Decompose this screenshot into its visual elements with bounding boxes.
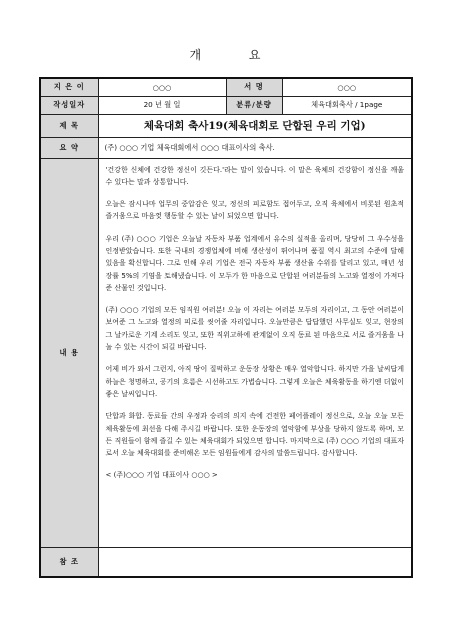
summary-value: (주) ○○○ 기업 체육대회에서 ○○○ 대표이사의 축사. bbox=[98, 137, 412, 158]
content-paragraph: 어제 비가 와서 그런지, 아직 땅이 질퍽하고 운동장 상황은 매우 열악합니다. 하지만 가을 날씨답게 하늘은 청명하고, 공기의 흐름은 시선하고도 가볍습니다. 그렇게 오늘은 체육활동을 하기엔 더없이 좋은 날씨입니다. bbox=[105, 365, 404, 398]
content-label: 내 용 bbox=[40, 158, 98, 547]
author-value: ○○○ bbox=[98, 78, 226, 96]
date-row bbox=[40, 96, 412, 114]
content-paragraph: 우리 (주) ○○○ 기업은 오늘날 자동차 부품 업계에서 유수의 실적을 올리며, 당당히 그 우수성을 인정받았습니다. 또한 국내의 경쟁업체에 비해 생산성이 뛰어나며 품질 역시 최고의 수준에 달해 있음을 확신합니다. 그로 인해 우리 기업은 전국 자동차 부품 생산율 수위를 달리고 있고, 매년 성장률 5%의 기염을 토해냈습니다. 이 모두가 한 마음으로 단합된 여러분들의 노고와 열정이 가져다 준 산물인 것입니다. bbox=[105, 234, 404, 292]
summary-label: 요 약 bbox=[40, 137, 98, 158]
reference-value bbox=[98, 547, 412, 577]
document-title: 개 요 bbox=[189, 48, 283, 62]
content-signature: < (주)○○○ 기업 대표이사 ○○○ > bbox=[105, 471, 218, 480]
summary-form-table bbox=[39, 77, 413, 578]
content-paragraph: 단합과 화합. 동료들 간의 우정과 승리의 의지 속에 건전한 페어플레이 정신으로, 오늘 오늘 모든 체육활동에 최선을 다해 주시길 바랍니다. 또한 운동장의 열악함에 부상을 당하지 않도록 하며, 모든 직원들이 함께 즐길 수 있는 체육대회가 되었으면 합니다. 마지막으로 (주) ○○○ 기업의 대표자로서 오늘 체육대회를 준비해온 모든 임원들에게 감사의 말씀드립니다. 감사합니다. bbox=[105, 412, 404, 458]
subject-value: 체육대회 축사19(체육대회로 단합된 우리 기업) bbox=[98, 114, 412, 137]
category-value: 체육대회축사 / 1page bbox=[282, 96, 412, 114]
author-row bbox=[40, 78, 412, 96]
content-paragraph: '건강한 신체에 건강한 정신이 깃든다.'라는 말이 있습니다. 이 말은 육체의 건강함이 정신을 깨울 수 있다는 말과 상통합니다. bbox=[105, 165, 404, 186]
author-label: 지 은 이 bbox=[40, 78, 98, 96]
summary-row bbox=[40, 137, 412, 158]
content-paragraph: (주) ○○○ 기업의 모든 임직원 여러분! 오늘 이 자리는 여러분 모두의 자리이고, 그 동안 여러분이 보여준 그 노고와 열정의 피로를 씻어줄 자리입니다. 오늘만큼은 답답했던 사무실도 잊고, 현장의 그 날카로운 기계 소리도 잊고, 또한 직위고하에 관계없이 오직 동료 된 마음으로 서로 즐거움을 나눌 수 있는 시간이 되길 바랍니다. bbox=[105, 306, 404, 352]
sign-value: ○○○ bbox=[282, 78, 412, 96]
subject-row bbox=[40, 114, 412, 137]
date-value: 20 년 월 일 bbox=[98, 96, 226, 114]
content-row bbox=[40, 158, 412, 547]
subject-label: 제 목 bbox=[40, 114, 98, 137]
date-label: 작성일자 bbox=[40, 96, 98, 114]
reference-row bbox=[40, 547, 412, 577]
content-paragraph: 오늘은 잠시나마 업무의 중압감은 잊고, 정신의 피로함도 접어두고, 오직 육체에서 비롯된 원초적 즐거움으로 마음껏 행동할 수 있는 날이 되었으면 합니다. bbox=[105, 200, 404, 221]
category-label: 분류/분량 bbox=[226, 96, 282, 114]
reference-label: 참 조 bbox=[40, 547, 98, 577]
sign-label: 서 명 bbox=[226, 78, 282, 96]
content-body bbox=[98, 158, 412, 547]
